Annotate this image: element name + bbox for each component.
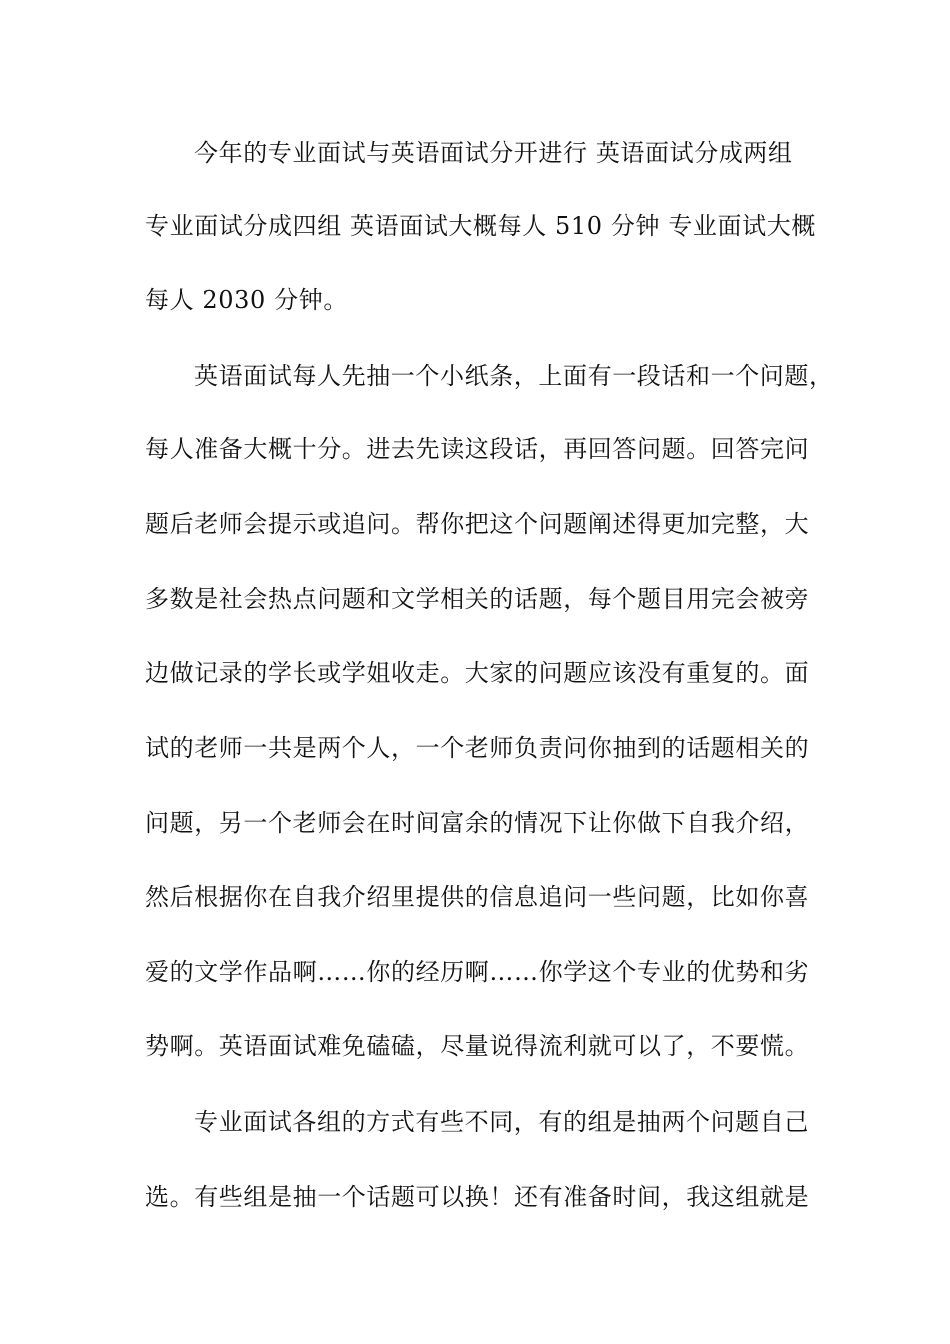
paragraph-2-line-8: 然后根据你在自我介绍里提供的信息追问一些问题，比如你喜 [145,883,810,911]
paragraph-2-line-4: 多数是社会热点问题和文学相关的话题，每个题目用完会被旁 [145,585,810,613]
paragraph-2-line-5: 边做记录的学长或学姐收走。大家的问题应该没有重复的。面 [145,659,810,687]
paragraph-2-line-10: 势啊。英语面试难免磕磕，尽量说得流利就可以了，不要慌。 [145,1032,810,1060]
paragraph-2-line-6: 试的老师一共是两个人，一个老师负责问你抽到的话题相关的 [145,734,810,762]
paragraph-2-line-7: 问题，另一个老师会在时间富余的情况下让你做下自我介绍， [145,809,810,837]
paragraph-1-line-3: 每人 2030 分钟。 [145,286,348,314]
paragraph-2-line-1: 英语面试每人先抽一个小纸条，上面有一段话和一个问题， [194,362,834,390]
paragraph-3-line-2: 选。有些组是抽一个话题可以换！还有准备时间，我这组就是 [145,1183,810,1211]
paragraph-3-line-1: 专业面试各组的方式有些不同，有的组是抽两个问题自己 [194,1108,809,1136]
paragraph-2-line-2: 每人准备大概十分。进去先读这段话，再回答问题。回答完问 [145,435,810,463]
paragraph-2-line-3: 题后老师会提示或追问。帮你把这个问题阐述得更加完整，大 [145,510,810,538]
paragraph-2-line-9: 爱的文学作品啊……你的经历啊……你学这个专业的优势和劣 [145,958,810,986]
paragraph-1-line-2: 专业面试分成四组 英语面试大概每人 510 分钟 专业面试大概 [145,212,816,240]
paragraph-1-line-1: 今年的专业面试与英语面试分开进行 英语面试分成两组 [194,139,793,167]
